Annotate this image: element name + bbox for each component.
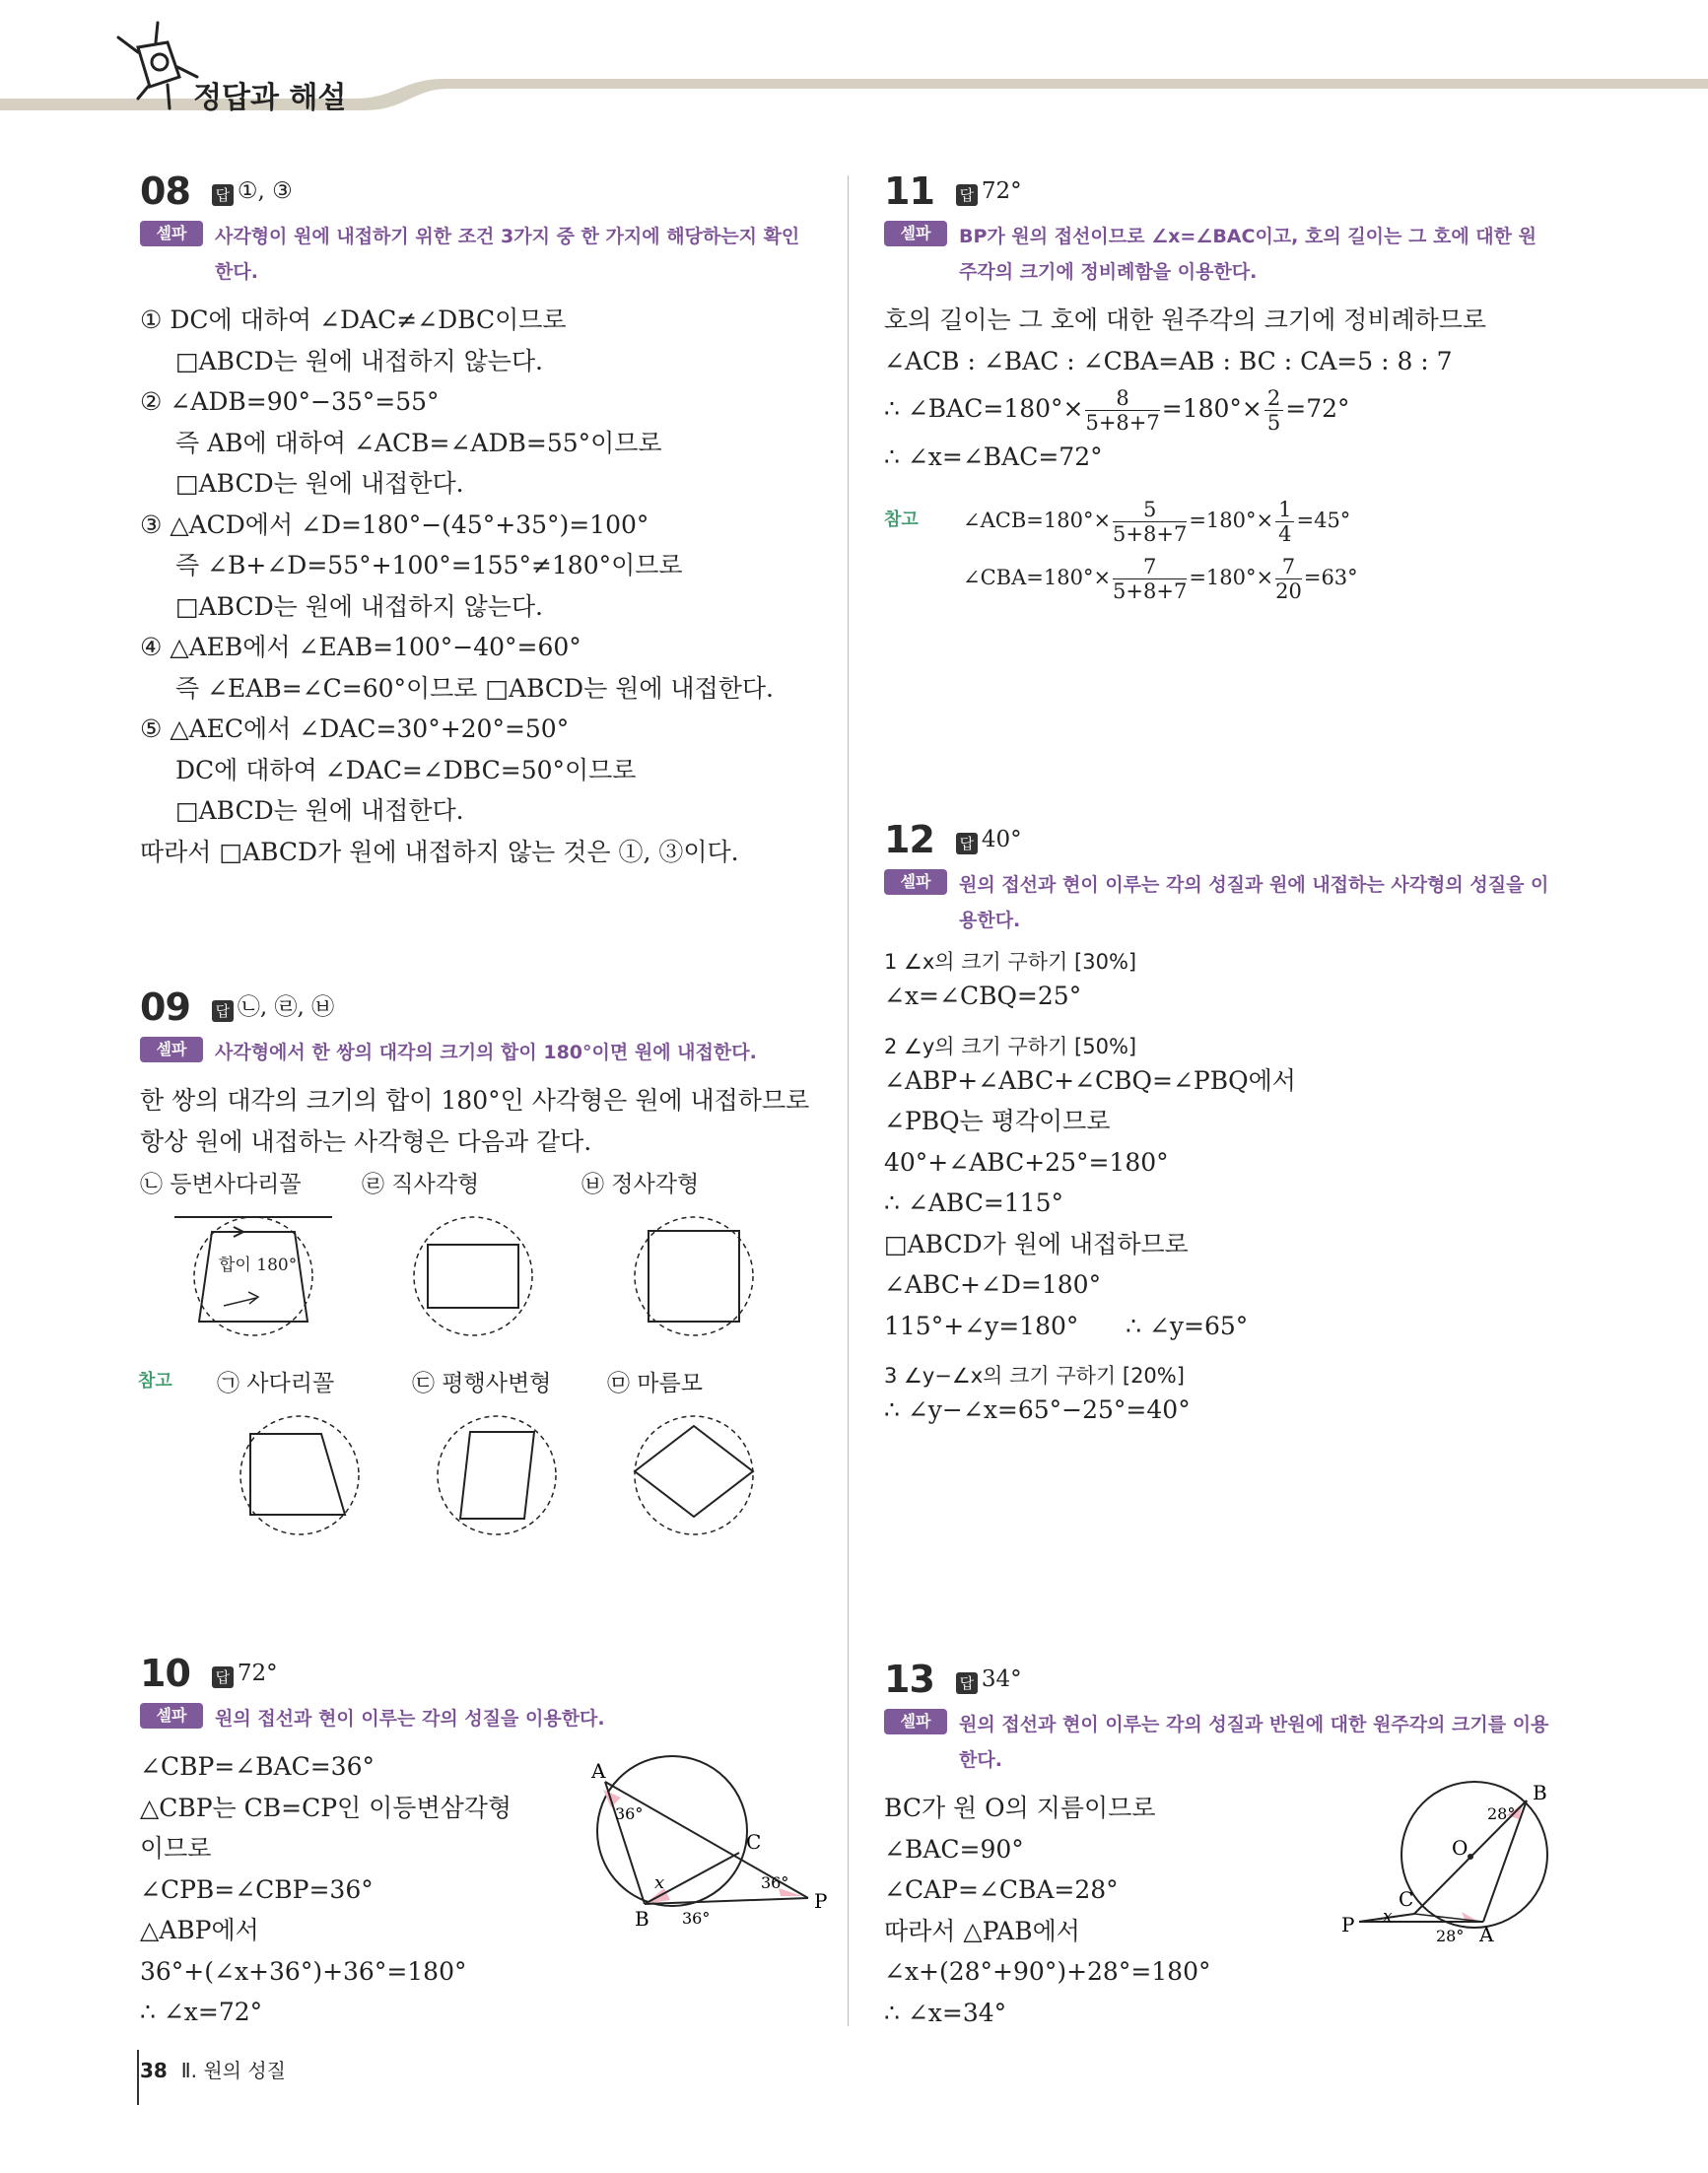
svg-text:x: x	[1383, 1907, 1393, 1927]
svg-text:28°: 28°	[1436, 1927, 1465, 1943]
reference-badge: 참고	[138, 1371, 172, 1392]
reference-captions: 참고 ㉠ 사다리꼴 ㉢ 평행사변형 ㉤ 마름모	[140, 1365, 830, 1404]
answer: 답 ①, ③	[212, 178, 293, 206]
page-footer	[140, 2055, 286, 2083]
answer: 답 ㉡, ㉣, ㉥	[212, 988, 334, 1022]
tangent-figure	[574, 1740, 830, 1928]
hint-badge: 셀파	[140, 1703, 203, 1729]
mascot-icon	[99, 18, 207, 116]
question-10	[140, 1652, 830, 2033]
hint-text: 사각형에서 한 쌍의 대각의 크기의 합이 180°이면 원에 내접한다.	[215, 1042, 757, 1063]
step-2-body: ∠ABP+∠ABC+∠CBQ=∠PBQ에서 ∠PBQ는 평각이므로 40°+∠ABC+25°=180° ∴ ∠ABC=115° □ABCD가 원에 내접하므로 ∠ABC+∠D=180° 115°+∠y=180° ∴ ∠y=65°	[884, 1065, 1296, 1340]
answer-icon: 답	[212, 1000, 234, 1022]
solution-body: 한 쌍의 대각의 크기의 합이 180°인 사각형은 원에 내접하므로 항상 원에 내접하는 사각형은 다음과 같다.	[140, 1086, 810, 1156]
answer: 답 34°	[956, 1666, 1022, 1694]
solution-body: ∠CBP=∠BAC=36° △CBP는 CB=CP인 이등변삼각형 이므로 ∠CPB=∠CBP=36° △ABP에서 36°+(∠x+36°)+36°=180° ∴ ∠x=72°	[140, 1752, 512, 2026]
answer-icon: 답	[956, 184, 978, 206]
hint-text: 원의 접선과 현이 이루는 각의 성질을 이용한다.	[215, 1708, 605, 1730]
hint-text: BP가 원의 접선이므로 ∠x=∠BAC이고, 호의 길이는 그 호에 대한 원 주각의 크기에 정비례함을 이용한다.	[959, 226, 1537, 283]
answer-icon: 답	[212, 1666, 234, 1688]
question-12	[884, 818, 1594, 1431]
hint-badge: 셀파	[884, 869, 947, 895]
reference-note: 참고 ∠ACB=180°× $\frac{5}{5+8+7}$ =180°× $\frac{1}{4}$ =45° ∠CBA=180°× $\frac{7}{5+8+7}$ =180°× $\frac{7}{20}$ =63°	[884, 497, 1358, 603]
answer-icon: 답	[956, 833, 978, 854]
step-3-body: ∴ ∠y−∠x=65°−25°=40°	[884, 1395, 1191, 1424]
hint-badge: 셀파	[884, 1709, 947, 1734]
question-number: 13	[884, 1658, 934, 1701]
question-number: 08	[140, 170, 190, 213]
question-11	[884, 170, 1594, 606]
question-09	[140, 985, 830, 1546]
footer-bar	[137, 2050, 139, 2105]
svg-text:P: P	[814, 1889, 828, 1913]
question-number: 10	[140, 1652, 190, 1695]
svg-text:x: x	[654, 1872, 665, 1893]
solution-body: 호의 길이는 그 호에 대한 원주각의 크기에 정비례하므로 ∠ACB : ∠BAC : ∠CBA=AB : BC : CA=5 : 8 : 7 ∴ ∠BAC=180°× $\frac{8}{5+8+7}$ =180°× $\frac{2}{5}$ =72° ∴ ∠x=∠BAC=72°	[884, 306, 1487, 471]
svg-text:A: A	[1479, 1923, 1494, 1943]
answer: 답 72°	[956, 178, 1022, 206]
chapter-title: Ⅱ. 원의 성질	[180, 2059, 286, 2082]
inscribed-shapes-figure	[140, 1205, 830, 1353]
hint-text: 사각형이 원에 내접하기 위한 조건 3가지 중 한 가지에 해당하는지 확인 한다.	[215, 226, 800, 283]
hint-badge: 셀파	[884, 221, 947, 246]
answer: 답 72°	[212, 1661, 278, 1688]
svg-text:36°: 36°	[615, 1804, 644, 1823]
svg-text:36°: 36°	[682, 1909, 711, 1928]
svg-text:C: C	[746, 1830, 762, 1854]
step-3-heading: 3 ∠y−∠x의 크기 구하기 [20%]	[884, 1364, 1185, 1388]
hint-text: 원의 접선과 현이 이루는 각의 성질과 원에 내접하는 사각형의 성질을 이 용한다.	[959, 874, 1549, 931]
question-number: 12	[884, 818, 934, 861]
figure-label: 합이 180°	[219, 1256, 298, 1275]
svg-text:36°: 36°	[761, 1873, 789, 1892]
svg-text:A: A	[591, 1759, 606, 1783]
shape-captions: ㉡ 등변사다리꼴 ㉣ 직사각형 ㉥ 정사각형	[140, 1172, 700, 1197]
answer-icon: 답	[956, 1672, 978, 1694]
page-header-title: 정답과 해설	[193, 81, 347, 115]
question-08	[140, 170, 830, 872]
question-13	[884, 1658, 1594, 2033]
hint-badge: 셀파	[140, 1037, 203, 1062]
svg-text:28°: 28°	[1487, 1804, 1516, 1823]
answer: 답 40°	[956, 827, 1022, 854]
page-number: 38	[140, 2059, 168, 2082]
svg-text:O: O	[1452, 1836, 1469, 1860]
svg-text:C: C	[1399, 1887, 1414, 1911]
svg-text:B: B	[1533, 1781, 1547, 1804]
question-number: 09	[140, 985, 190, 1029]
answer-icon: 답	[212, 184, 234, 206]
svg-text:P: P	[1341, 1913, 1355, 1936]
svg-text:B: B	[635, 1907, 649, 1928]
hint-badge: 셀파	[140, 221, 203, 246]
reference-shapes-figure	[140, 1404, 830, 1542]
solution-body: BC가 원 O의 지름이므로 ∠BAC=90° ∠CAP=∠CBA=28° 따라서 △PAB에서 ∠x+(28°+90°)+28°=180° ∴ ∠x=34°	[884, 1794, 1211, 2027]
solution-body: ① DC에 대하여 ∠DAC≠∠DBC이므로 □ABCD는 원에 내접하지 않는다. ② ∠ADB=90°−35°=55° 즉 AB에 대하여 ∠ACB=∠ADB=55°이므로 □ABCD는 원에 내접한다. ③ △ACD에서 ∠D=180°−(45°+35°)=100° 즉 ∠B+∠D=55°+100°=155°≠180°이므로 □ABCD는 원에 내접하지 않는다. ④ △AEB에서 ∠EAB=100°−40°=60° 즉 ∠EAB=∠C=60°이므로 □ABCD는 원에 내접한다. ⑤ △AEC에서 ∠DAC=30°+20°=50° DC에 대하여 ∠DAC=∠DBC=50°이므로 □ABCD는 원에 내접한다. 따라서 □ABCD가 원에 내접하지 않는 것은 ①, ③이다.	[140, 306, 774, 866]
step-1-body: ∠x=∠CBQ=25°	[884, 982, 1082, 1010]
step-2-heading: 2 ∠y의 크기 구하기 [50%]	[884, 1034, 1137, 1058]
question-number: 11	[884, 170, 934, 213]
column-divider	[848, 175, 849, 2026]
diameter-figure	[1339, 1776, 1576, 1943]
hint-text: 원의 접선과 현이 이루는 각의 성질과 반원에 대한 원주각의 크기를 이용 한다.	[959, 1714, 1549, 1771]
step-1-heading: 1 ∠x의 크기 구하기 [30%]	[884, 950, 1137, 974]
